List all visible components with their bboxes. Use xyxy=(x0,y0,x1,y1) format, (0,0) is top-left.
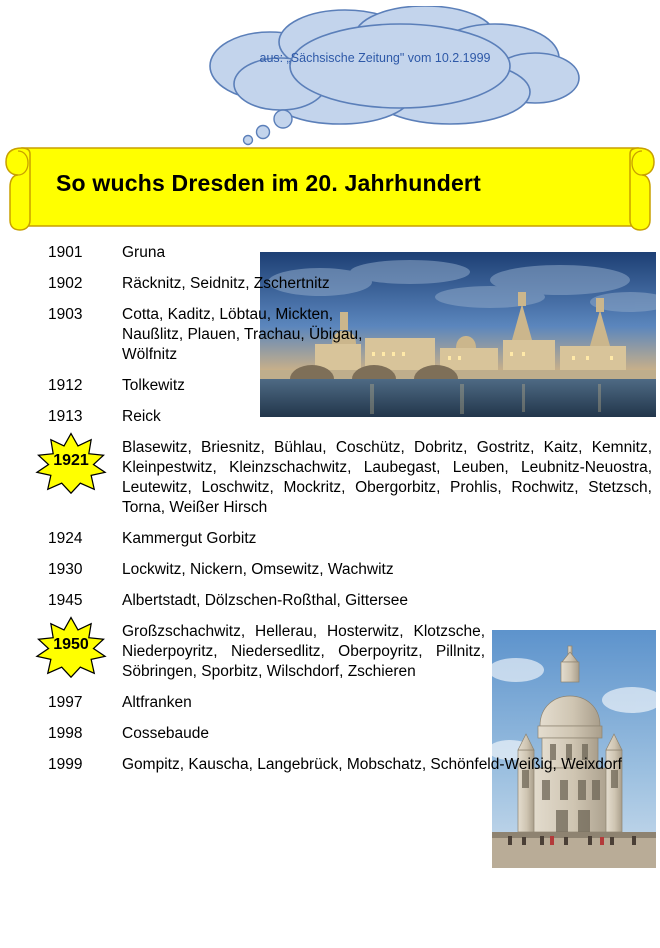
table-row-highlighted xyxy=(0,438,660,518)
year-cell: 1912 xyxy=(48,377,83,394)
year-label: 1950 xyxy=(53,636,89,653)
year-label: 1921 xyxy=(53,452,89,469)
source-thought-bubble xyxy=(150,6,600,146)
places-cell: Altfranken xyxy=(122,694,192,711)
year-cell: 1902 xyxy=(48,275,83,292)
table-row-highlighted xyxy=(0,622,660,682)
places-cell: Albertstadt, Dölzschen-Roßthal, Gittersee xyxy=(122,592,409,609)
places-cell: Großzschachwitz, Hellerau, Hosterwitz, Klotzsche, Niederpoyritz, Niedersedlitz, Oberpoyritz, Pillnitz, Söbringen, Sporbitz, Wilschdorf, Zschieren xyxy=(122,623,485,680)
year-star-badge xyxy=(0,438,122,494)
year-cell: 1999 xyxy=(48,756,83,773)
table-row xyxy=(0,724,660,744)
table-row xyxy=(0,560,660,580)
table-row xyxy=(0,274,660,294)
year-cell: 1924 xyxy=(48,530,83,547)
places-cell: Kammergut Gorbitz xyxy=(122,530,257,547)
places-cell: Cotta, Kaditz, Löbtau, Mickten, Naußlitz, Plauen, Trachau, Übigau, Wölfnitz xyxy=(122,306,363,363)
year-cell: 1998 xyxy=(48,725,83,742)
places-cell: Räcknitz, Seidnitz, Zschertnitz xyxy=(122,275,330,292)
source-citation-text: aus: „Sächsische Zeitung" vom 10.2.1999 xyxy=(259,51,491,65)
year-cell: 1901 xyxy=(48,244,83,261)
year-cell: 1930 xyxy=(48,561,83,578)
annexation-table xyxy=(0,243,660,786)
table-row xyxy=(0,529,660,549)
table-row xyxy=(0,305,660,365)
places-cell: Cossebaude xyxy=(122,725,210,742)
year-cell: 1945 xyxy=(48,592,83,609)
table-row xyxy=(0,755,660,775)
year-star-badge xyxy=(0,622,122,678)
thought-bubble-shape xyxy=(150,6,600,146)
places-cell: Lockwitz, Nickern, Omsewitz, Wachwitz xyxy=(122,561,394,578)
places-cell: Reick xyxy=(122,408,161,425)
table-row xyxy=(0,407,660,427)
year-cell: 1903 xyxy=(48,306,83,323)
places-cell: Blasewitz, Briesnitz, Bühlau, Coschütz, Dobritz, Gostritz, Kaitz, Kemnitz, Kleinpestwitz, Kleinzschachwitz, Laubegast, Leuben, Leubnitz-Neuostra, Leutewitz, Loschwitz, Mockritz, Obergorbitz, Prohlis, Rochwitz, Stetzsch, Torna, Weißer Hirsch xyxy=(122,439,652,516)
places-cell: Gompitz, Kauscha, Langebrück, Mobschatz, Schönfeld-Weißig, Weixdorf xyxy=(122,756,622,773)
page-title: So wuchs Dresden im 20. Jahrhundert xyxy=(56,170,481,196)
table-row xyxy=(0,591,660,611)
year-cell: 1997 xyxy=(48,694,83,711)
table-row xyxy=(0,243,660,263)
year-cell: 1913 xyxy=(48,408,83,425)
table-row xyxy=(0,693,660,713)
places-cell: Tolkewitz xyxy=(122,377,185,394)
places-cell: Gruna xyxy=(122,244,166,261)
table-row xyxy=(0,376,660,396)
title-banner xyxy=(4,140,656,235)
